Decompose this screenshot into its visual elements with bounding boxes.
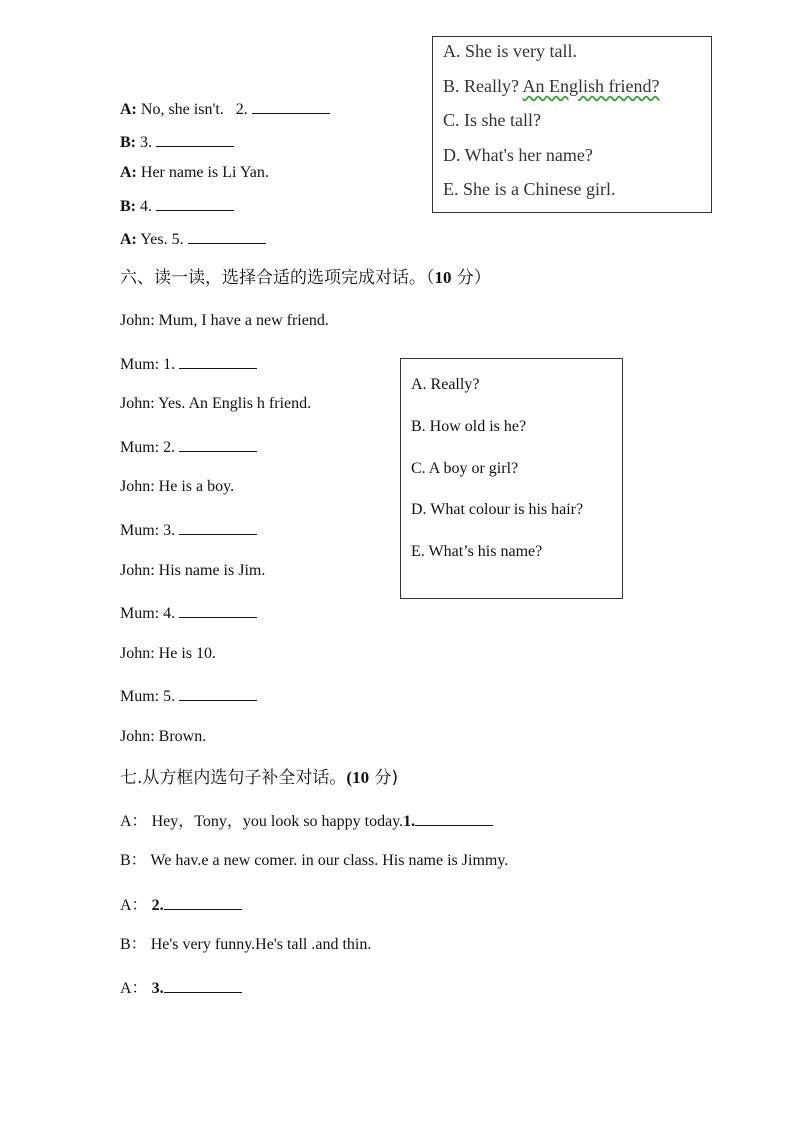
dialogue-line: John: He is a boy. bbox=[120, 478, 235, 495]
speaker: A: bbox=[120, 101, 137, 118]
speaker: B: bbox=[120, 198, 136, 215]
speaker: B： bbox=[120, 936, 147, 953]
dialogue-line bbox=[120, 519, 257, 541]
heading-text: 六、读一读，选择合适的选项完成对话。（ bbox=[120, 268, 435, 288]
option-c: C. A boy or girl? bbox=[411, 460, 519, 477]
option-d: D. What's her name? bbox=[443, 145, 593, 165]
dialogue-line bbox=[120, 436, 257, 458]
dialogue-line bbox=[120, 353, 257, 375]
blank-number: 2. bbox=[151, 897, 164, 914]
dialogue-line bbox=[120, 935, 371, 955]
line-text: Mum: 4. bbox=[120, 605, 176, 622]
dialogue-line bbox=[120, 851, 508, 871]
blank-number: 4. bbox=[140, 198, 152, 215]
answer-blank[interactable] bbox=[415, 810, 493, 826]
answer-blank[interactable] bbox=[179, 353, 257, 369]
speaker: A： bbox=[120, 897, 148, 914]
line-text: Her name is Li Yan. bbox=[140, 164, 269, 181]
option-b-text: B. Really? bbox=[443, 76, 519, 96]
blank-number: 1. bbox=[403, 813, 416, 830]
dialogue-line bbox=[120, 163, 269, 183]
option-b bbox=[443, 76, 659, 97]
option-a: A. Really? bbox=[411, 376, 480, 393]
answer-blank[interactable] bbox=[252, 98, 330, 114]
dialogue-line bbox=[120, 98, 330, 120]
dialogue-line bbox=[120, 977, 242, 999]
options-box bbox=[400, 358, 623, 599]
heading-points: (10 bbox=[346, 768, 370, 787]
section-heading bbox=[120, 767, 398, 789]
speaker: A: bbox=[120, 164, 137, 181]
section-heading bbox=[120, 267, 491, 289]
answer-blank[interactable] bbox=[188, 228, 266, 244]
blank-number: 5. bbox=[171, 231, 184, 248]
line-text: Mum: 3. bbox=[120, 522, 176, 539]
speaker: B: bbox=[120, 134, 136, 151]
dialogue-line bbox=[120, 894, 242, 916]
option-c: C. Is she tall? bbox=[443, 110, 541, 130]
line-text: Mum: 1. bbox=[120, 356, 176, 373]
option-b-text-underlined: An English friend? bbox=[522, 76, 660, 96]
blank-number: 2. bbox=[235, 101, 248, 118]
line-text: We hav.e a new comer. in our class. His name is Jimmy. bbox=[150, 852, 509, 869]
speaker: A： bbox=[120, 813, 148, 830]
dialogue-line: John: Brown. bbox=[120, 728, 207, 745]
dialogue-line bbox=[120, 810, 493, 832]
line-text: Mum: 2. bbox=[120, 439, 176, 456]
line-text: Yes. bbox=[140, 231, 168, 248]
answer-blank[interactable] bbox=[156, 131, 234, 147]
answer-blank[interactable] bbox=[164, 977, 242, 993]
answer-blank[interactable] bbox=[164, 894, 242, 910]
speaker: B： bbox=[120, 852, 147, 869]
speaker: A： bbox=[120, 980, 148, 997]
blank-number: 3. bbox=[140, 134, 152, 151]
option-e: E. What’s his name? bbox=[411, 543, 543, 560]
dialogue-line bbox=[120, 602, 257, 624]
dialogue-line bbox=[120, 195, 234, 217]
options-box bbox=[432, 36, 712, 213]
dialogue-line: John: He is 10. bbox=[120, 645, 216, 662]
heading-points: 10 bbox=[434, 268, 452, 287]
dialogue-line: John: Yes. An Englis h friend. bbox=[120, 395, 312, 412]
answer-blank[interactable] bbox=[156, 195, 234, 211]
heading-suffix: 分） bbox=[451, 268, 491, 288]
option-d: D. What colour is his hair? bbox=[411, 501, 584, 518]
heading-suffix: 分) bbox=[369, 768, 399, 788]
dialogue-line bbox=[120, 131, 234, 153]
blank-number: 3. bbox=[151, 980, 164, 997]
line-text: Hey，Tony，you look so happy today. bbox=[151, 813, 404, 830]
dialogue-line bbox=[120, 228, 266, 250]
option-a: A. She is very tall. bbox=[443, 41, 577, 61]
answer-blank[interactable] bbox=[179, 602, 257, 618]
heading-text: 七.从方框内选句子补全对话。 bbox=[120, 768, 347, 788]
dialogue-line bbox=[120, 685, 257, 707]
line-text: Mum: 5. bbox=[120, 688, 176, 705]
line-text: No, she isn't. bbox=[140, 101, 224, 118]
line-text: He's very funny.He's tall .and thin. bbox=[150, 936, 372, 953]
dialogue-line: John: Mum, I have a new friend. bbox=[120, 312, 329, 329]
answer-blank[interactable] bbox=[179, 685, 257, 701]
dialogue-line: John: His name is Jim. bbox=[120, 562, 266, 579]
option-e: E. She is a Chinese girl. bbox=[443, 179, 616, 199]
answer-blank[interactable] bbox=[179, 436, 257, 452]
speaker: A: bbox=[120, 231, 137, 248]
answer-blank[interactable] bbox=[179, 519, 257, 535]
option-b: B. How old is he? bbox=[411, 418, 527, 435]
